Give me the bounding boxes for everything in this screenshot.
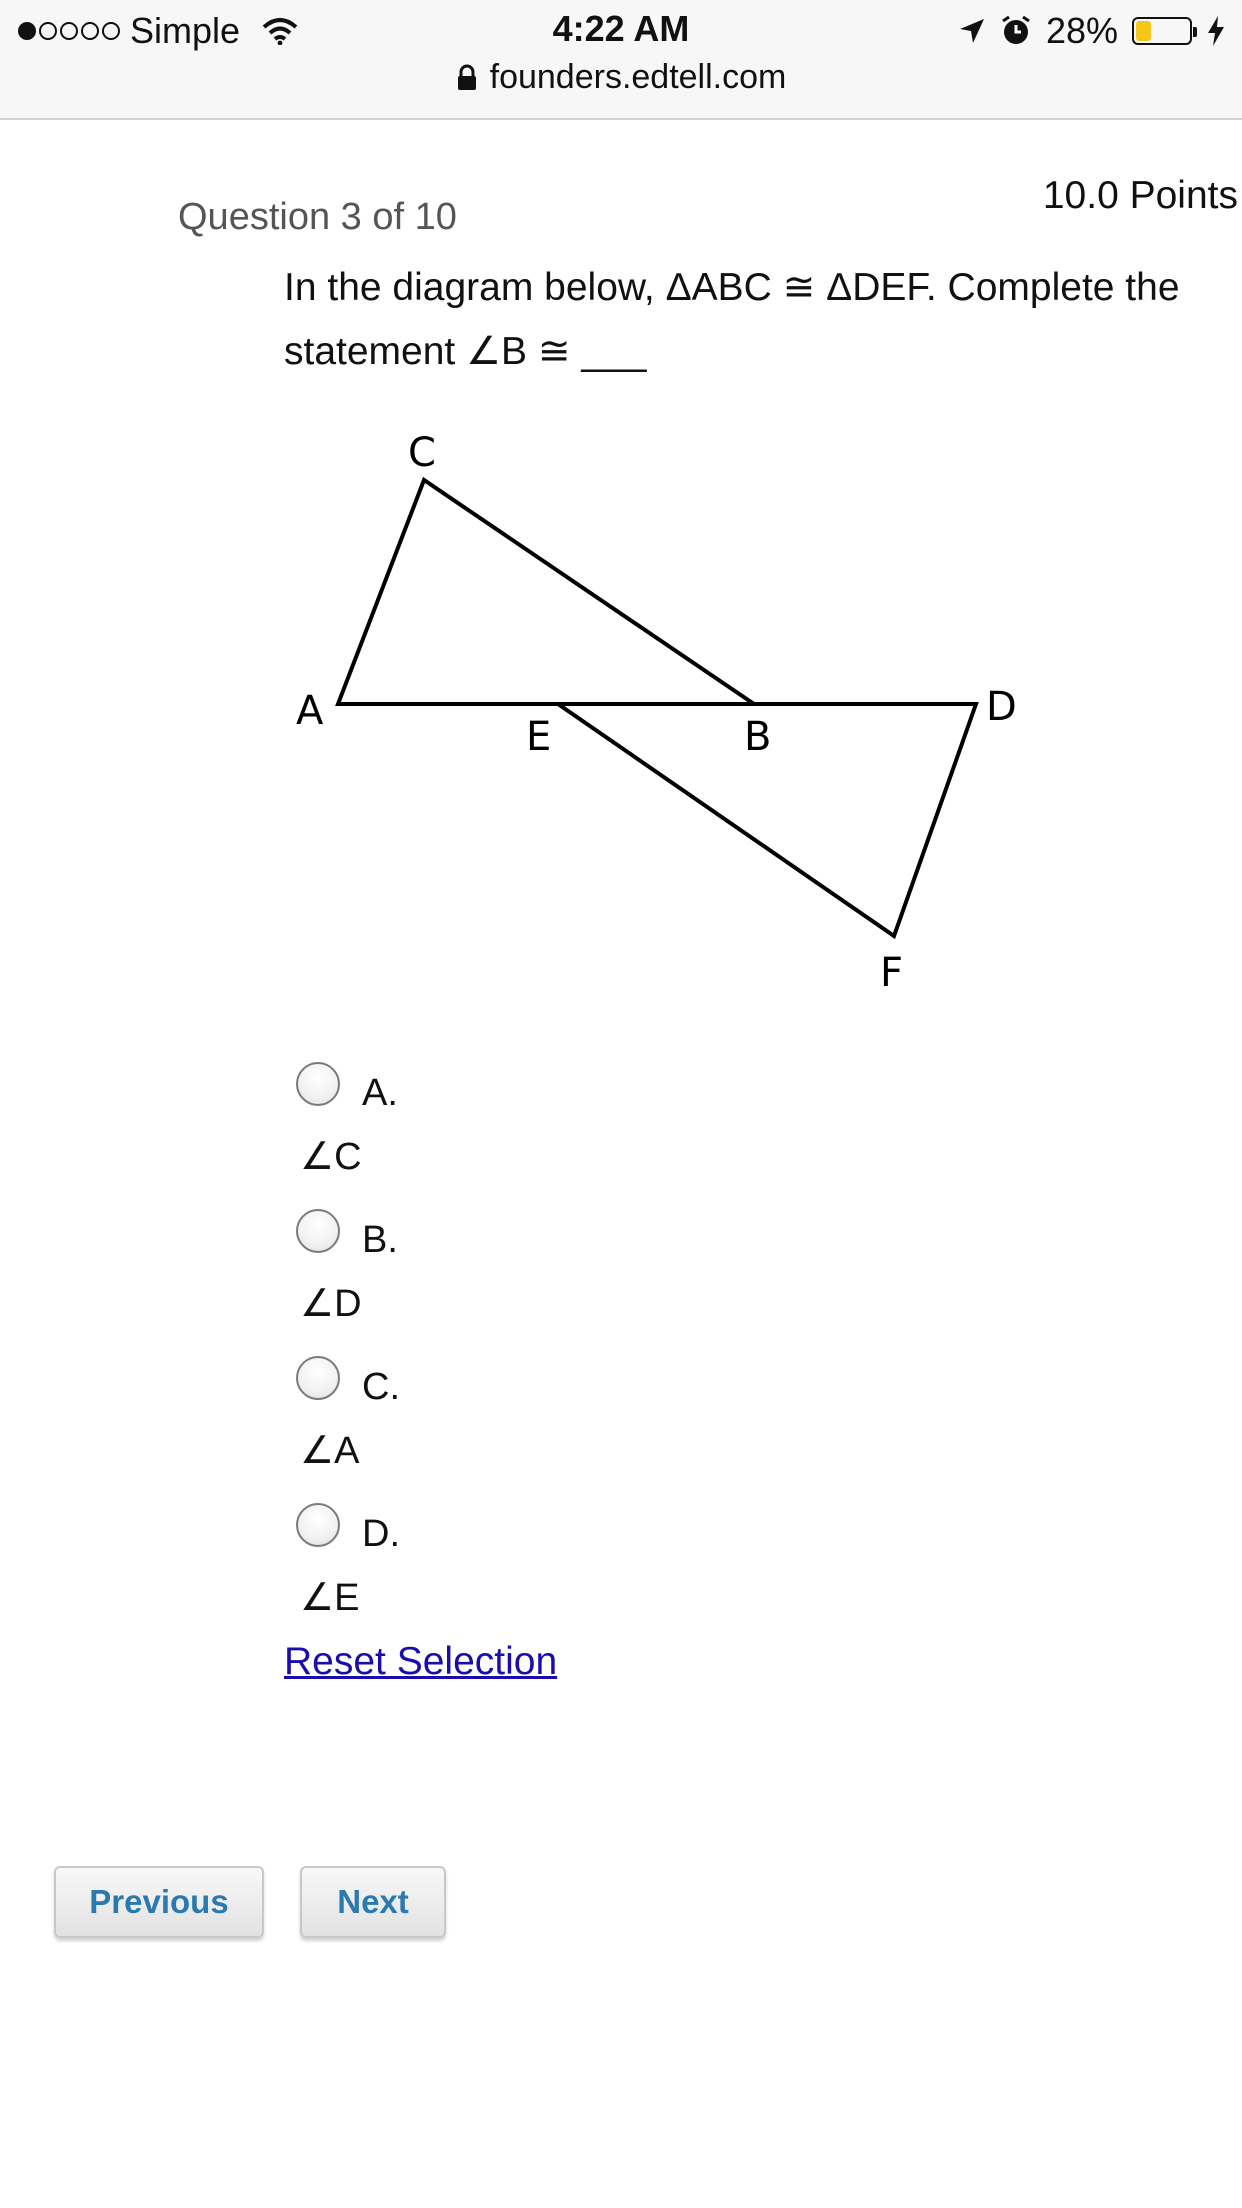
choice-c-letter: C.	[362, 1366, 400, 1408]
radio-button-b[interactable]	[296, 1209, 340, 1253]
choice-c[interactable]	[296, 1356, 796, 1476]
battery-icon	[1132, 17, 1192, 45]
vertex-label-d: D	[986, 684, 1017, 730]
url-text: founders.edtell.com	[489, 58, 787, 96]
question-counter: Question 3 of 10	[178, 196, 457, 238]
question-text	[284, 256, 1214, 384]
radio-button-a[interactable]	[296, 1062, 340, 1106]
triangle-diagram	[280, 420, 1040, 1010]
choice-a[interactable]	[296, 1062, 796, 1182]
reset-selection-link[interactable]: Reset Selection	[284, 1640, 558, 1683]
vertex-label-c: C	[408, 430, 436, 476]
choice-b-value: ∠D	[300, 1283, 362, 1325]
radio-button-c[interactable]	[296, 1356, 340, 1400]
question-text-line-2: statement ∠B ≅ ___	[284, 330, 647, 373]
vertex-label-b: B	[744, 714, 772, 760]
choice-a-value: ∠C	[300, 1136, 362, 1178]
choice-d-letter: D.	[362, 1513, 400, 1555]
vertex-label-a: A	[296, 688, 324, 734]
right-status-icons	[958, 10, 1226, 52]
question-points: 10.0 Points	[1042, 174, 1238, 217]
triangle-abc	[338, 480, 754, 704]
choice-d-value: ∠E	[300, 1577, 360, 1619]
browser-status-bar	[0, 0, 1242, 120]
vertex-label-e: E	[526, 714, 552, 760]
address-bar[interactable]	[0, 58, 1242, 97]
radio-button-d[interactable]	[296, 1503, 340, 1547]
next-button[interactable]: Next	[300, 1866, 446, 1938]
lock-icon	[456, 64, 478, 92]
question-text-line-1: In the diagram below, ΔABC ≅ ΔDEF. Complete the	[284, 266, 1180, 309]
carrier-name: Simple	[130, 10, 241, 51]
alarm-clock-icon	[1000, 15, 1032, 47]
battery-level-fill	[1136, 21, 1151, 41]
battery-percent: 28%	[1045, 10, 1118, 51]
choice-b[interactable]	[296, 1209, 796, 1329]
previous-button[interactable]: Previous	[54, 1866, 264, 1938]
location-arrow-icon	[958, 17, 986, 45]
choice-a-letter: A.	[362, 1072, 398, 1114]
clock: 4:22 AM	[552, 8, 690, 49]
choice-d[interactable]	[296, 1503, 796, 1623]
choice-c-value: ∠A	[300, 1430, 360, 1472]
vertex-label-f: F	[880, 950, 904, 996]
charging-bolt-icon	[1206, 15, 1226, 47]
choice-b-letter: B.	[362, 1219, 398, 1261]
